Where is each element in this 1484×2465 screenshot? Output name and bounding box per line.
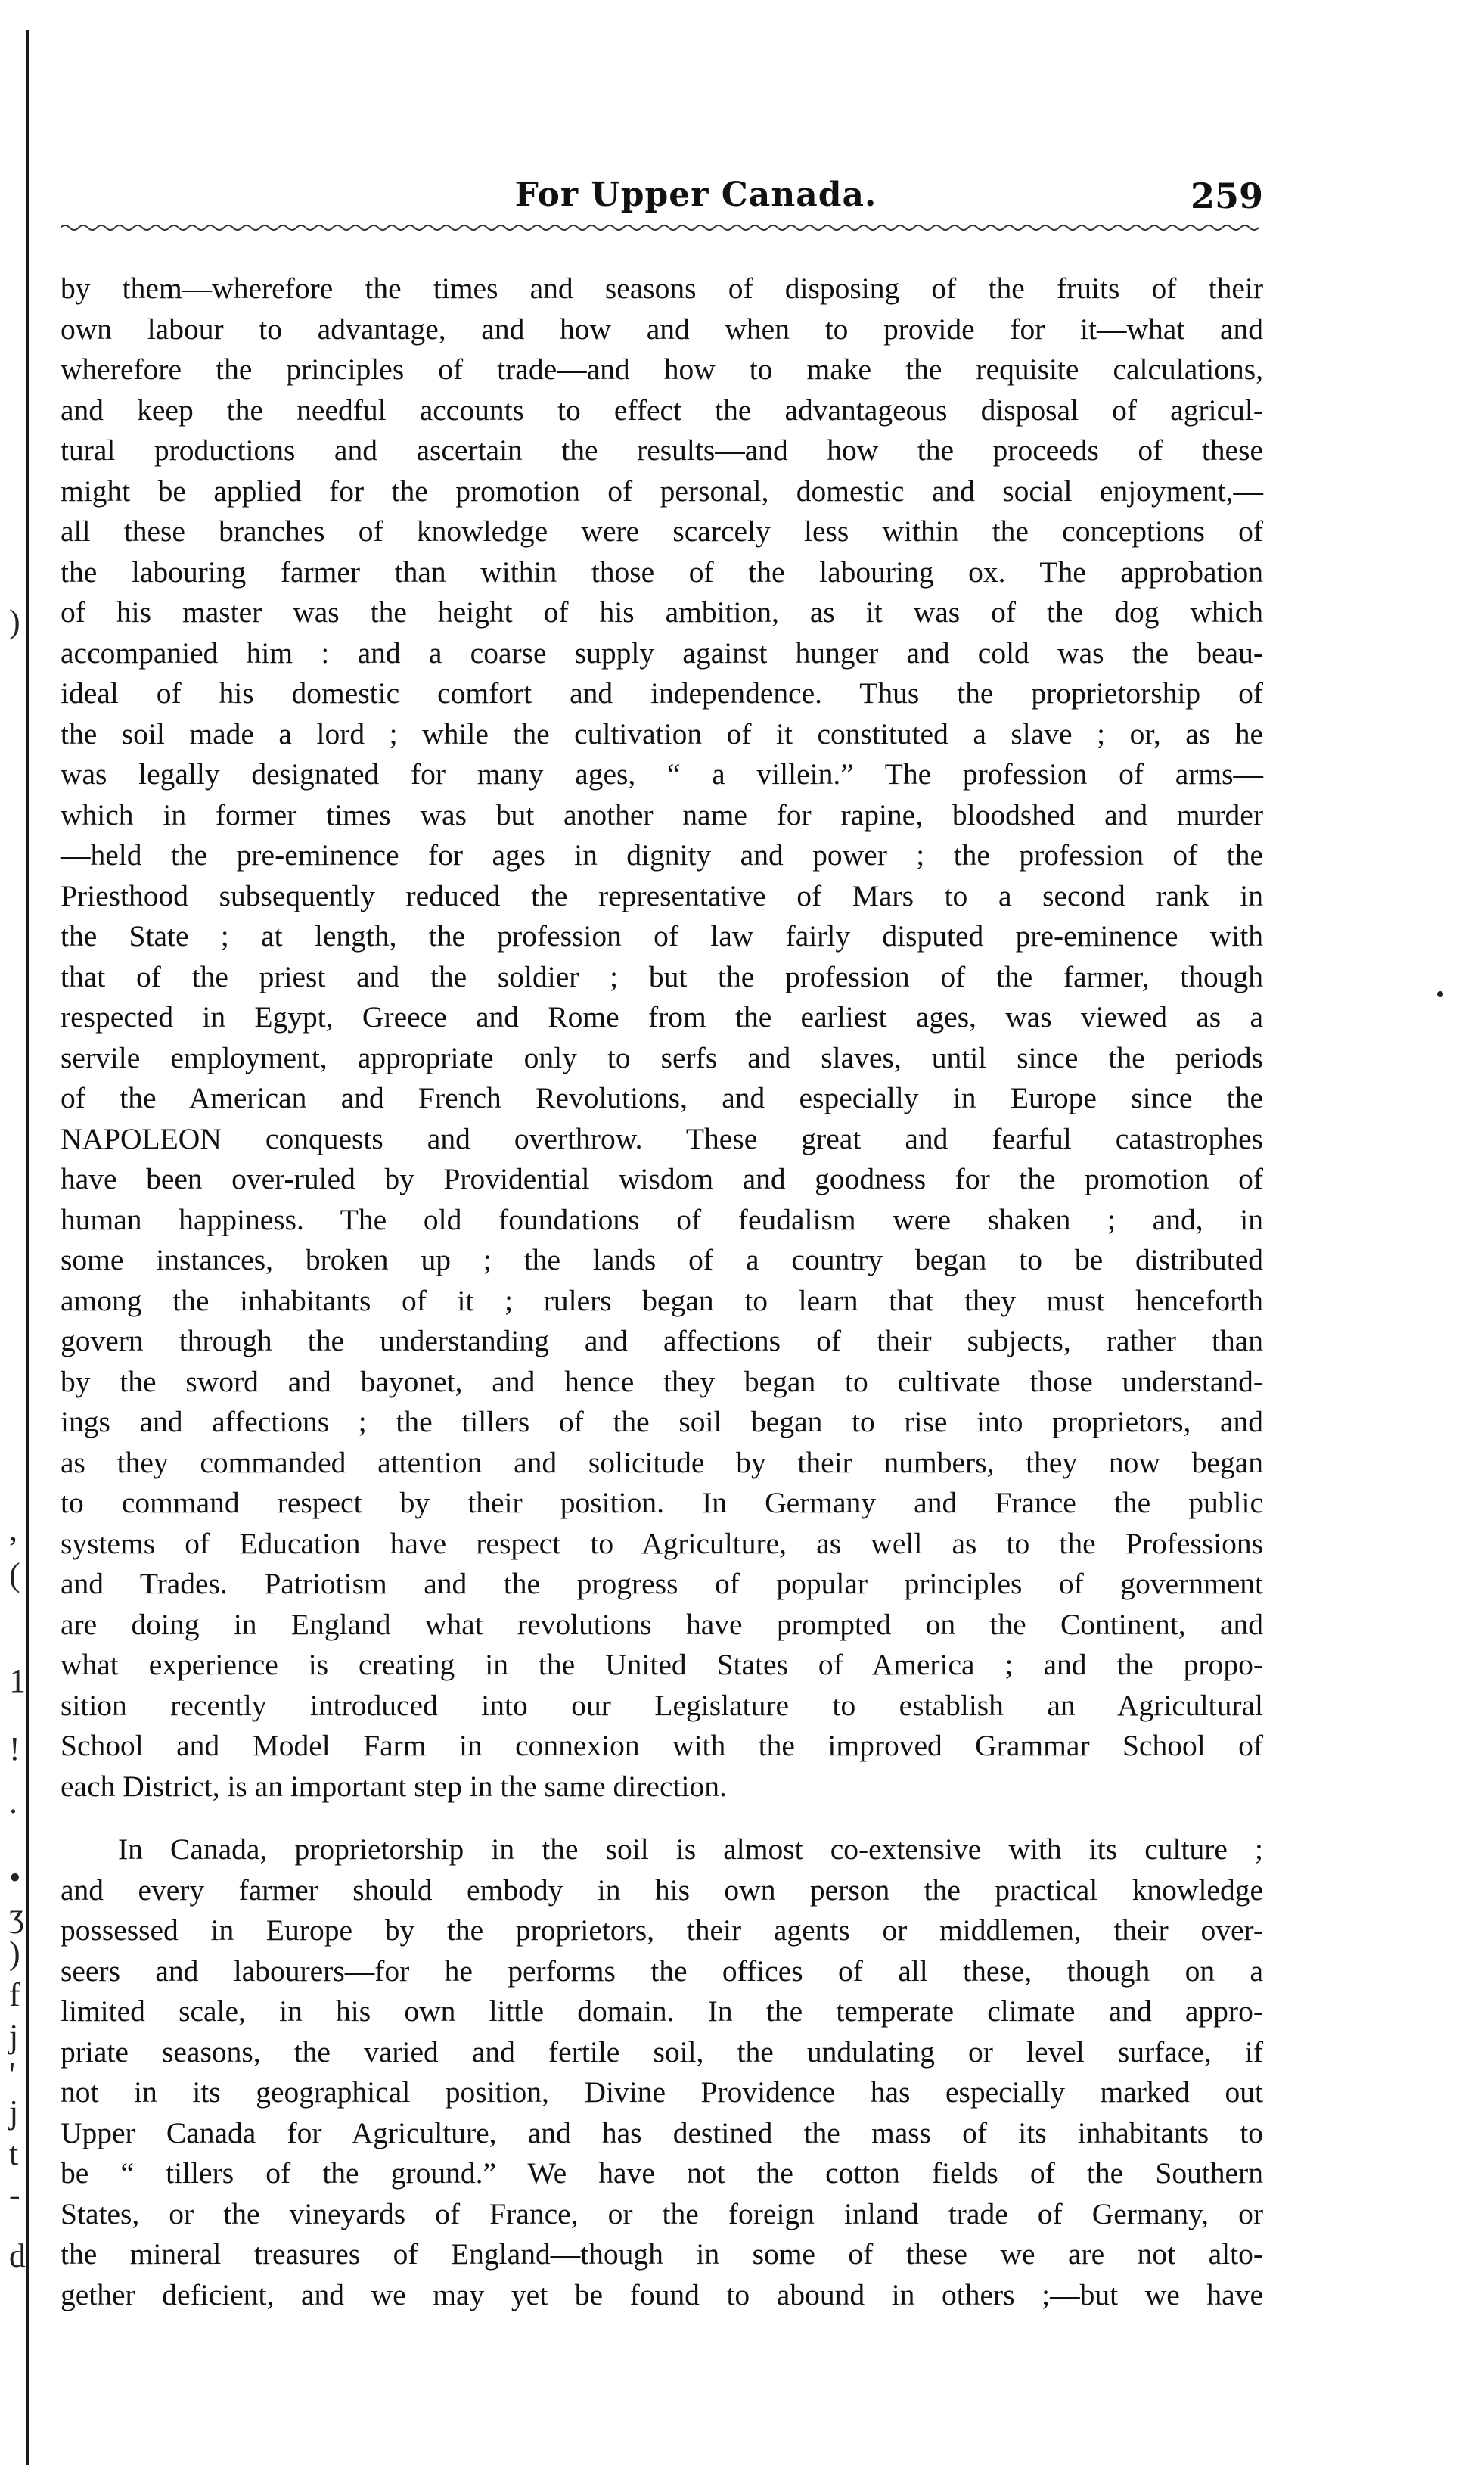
page-number: 259 bbox=[1190, 176, 1263, 216]
text-line: not in its geographical position, Divine Providence has especially marked out bbox=[61, 2075, 1263, 2109]
text-line: Upper Canada for Agriculture, and has destined the mass of its inhabitants to bbox=[61, 2115, 1263, 2149]
text-line: might be applied for the promotion of personal, domestic and social enjoyment,— bbox=[61, 474, 1263, 508]
text-line: be “ tillers of the ground.” We have not the cotton fields of the Southern bbox=[61, 2156, 1263, 2190]
text-line: priate seasons, the varied and fertile soil, the undulating or level surface, if bbox=[61, 2034, 1263, 2069]
text-line: wherefore the principles of trade—and how to make the requisite calculations, bbox=[61, 353, 1263, 386]
text-line: and keep the needful accounts to effect the advantageous disposal of agricul- bbox=[61, 393, 1263, 427]
text-line: each District, is an important step in the same direction. bbox=[61, 1769, 727, 1803]
text-line: the labouring farmer than within those of the labouring ox. The approbation bbox=[61, 555, 1263, 589]
text-line: among the inhabitants of it ; rulers began to learn that they must henceforth bbox=[61, 1283, 1263, 1317]
text-line: as they commanded attention and solicitude by their numbers, they now began bbox=[61, 1445, 1263, 1479]
text-line: accompanied him : and a coarse supply against hunger and cold was the beau- bbox=[61, 636, 1263, 670]
margin-mark: ) bbox=[9, 1935, 20, 1972]
text-line: School and Model Farm in connexion with the improved Grammar School of bbox=[61, 1729, 1263, 1762]
wavy-header-rule bbox=[61, 221, 1263, 235]
body-text bbox=[61, 269, 1263, 2315]
margin-mark: , bbox=[9, 1511, 17, 1548]
text-line: and every farmer should embody in his own person the practical knowledge bbox=[61, 1873, 1263, 1907]
left-margin-marks bbox=[0, 0, 45, 2465]
margin-mark: j bbox=[9, 2018, 19, 2055]
margin-mark: j bbox=[9, 2094, 19, 2131]
text-line: of his master was the height of his ambition, as it was of the dog which bbox=[61, 595, 1263, 629]
text-line: govern through the understanding and affections of their subjects, rather than bbox=[61, 1324, 1263, 1357]
text-line: and Trades. Patriotism and the progress of popular principles of government bbox=[61, 1567, 1263, 1600]
text-line: are doing in England what revolutions have prompted on the Continent, and bbox=[61, 1607, 1263, 1641]
text-line: human happiness. The old foundations of feudalism were shaken ; and, in bbox=[61, 1202, 1263, 1236]
text-line: own labour to advantage, and how and when to provide for it—what and bbox=[61, 312, 1263, 346]
text-line: NAPOLEON conquests and overthrow. These great and fearful catastrophes bbox=[61, 1121, 1263, 1155]
text-line: have been over-ruled by Providential wisdom and goodness for the promotion of bbox=[61, 1162, 1263, 1195]
margin-mark: . bbox=[9, 1783, 17, 1820]
text-line: ings and affections ; the tillers of the soil began to rise into proprietors, and bbox=[61, 1405, 1263, 1438]
margin-mark: ' bbox=[9, 2056, 15, 2093]
margin-mark: t bbox=[9, 2135, 19, 2172]
text-line: limited scale, in his own little domain. In the temperate climate and appro- bbox=[61, 1994, 1263, 2028]
text-line: which in former times was but another name for rapine, bloodshed and murder bbox=[61, 797, 1263, 832]
text-line: some instances, broken up ; the lands of a country began to be distributed bbox=[61, 1243, 1263, 1276]
ink-speck bbox=[1437, 991, 1443, 997]
text-line: possessed in Europe by the proprietors, their agents or middlemen, their over- bbox=[61, 1913, 1263, 1947]
text-line: by them—wherefore the times and seasons of disposing of the fruits of their bbox=[61, 272, 1263, 305]
text-line: the State ; at length, the profession of law fairly disputed pre-eminence with bbox=[61, 919, 1263, 953]
margin-mark: ) bbox=[9, 603, 20, 640]
margin-mark: 1 bbox=[9, 1662, 26, 1699]
text-line: of the American and French Revolutions, and especially in Europe since the bbox=[61, 1081, 1263, 1114]
margin-mark: f bbox=[9, 1976, 20, 2013]
margin-mark: ʒ bbox=[9, 1897, 24, 1934]
text-line: by the sword and bayonet, and hence they began to cultivate those understand- bbox=[61, 1364, 1263, 1398]
text-line: tural productions and ascertain the results—and how the proceeds of these bbox=[61, 434, 1263, 467]
text-line: —held the pre-eminence for ages in dignity and power ; the profession of the bbox=[61, 838, 1263, 872]
text-line: the soil made a lord ; while the cultivation of it constituted a slave ; or, as he bbox=[61, 716, 1263, 751]
text-line: sition recently introduced into our Legislature to establish an Agricultural bbox=[61, 1688, 1263, 1722]
text-line: gether deficient, and we may yet be found to abound in others ;—but we have bbox=[61, 2277, 1263, 2311]
text-line: Priesthood subsequently reduced the representative of Mars to a second rank in bbox=[61, 878, 1263, 912]
text-line: the mineral treasures of England—though in some of these we are not alto- bbox=[61, 2237, 1263, 2271]
margin-mark: • bbox=[9, 1859, 21, 1896]
paragraph-1 bbox=[61, 269, 1263, 1807]
text-line: seers and labourers—for he performs the offices of all these, though on a bbox=[61, 1954, 1263, 1988]
text-line: respected in Egypt, Greece and Rome from the earliest ages, was viewed as a bbox=[61, 1000, 1263, 1034]
text-line: to command respect by their position. In Germany and France the public bbox=[61, 1486, 1263, 1519]
margin-mark: ( bbox=[9, 1556, 20, 1593]
text-line: that of the priest and the soldier ; but the profession of the farmer, though bbox=[61, 959, 1263, 993]
text-line: was legally designated for many ages, “ a villein.” The profession of arms— bbox=[61, 757, 1263, 791]
text-line: In Canada, proprietorship in the soil is almost co-extensive with its culture ; bbox=[118, 1832, 1263, 1866]
paragraph-2 bbox=[61, 1829, 1263, 2315]
margin-mark: - bbox=[9, 2177, 20, 2214]
text-line: systems of Education have respect to Agriculture, as well as to the Professions bbox=[61, 1526, 1263, 1560]
margin-mark: ! bbox=[9, 1730, 20, 1767]
text-line: States, or the vineyards of France, or the foreign inland trade of Germany, or bbox=[61, 2196, 1263, 2230]
margin-mark: d bbox=[9, 2237, 26, 2274]
running-title: For Upper Canada. bbox=[514, 176, 877, 214]
text-line: all these branches of knowledge were scarcely less within the conceptions of bbox=[61, 514, 1263, 548]
text-line: what experience is creating in the United States of America ; and the propo- bbox=[61, 1648, 1263, 1681]
text-line: servile employment, appropriate only to serfs and slaves, until since the periods bbox=[61, 1040, 1263, 1074]
text-line: ideal of his domestic comfort and independence. Thus the proprietorship of bbox=[61, 676, 1263, 710]
